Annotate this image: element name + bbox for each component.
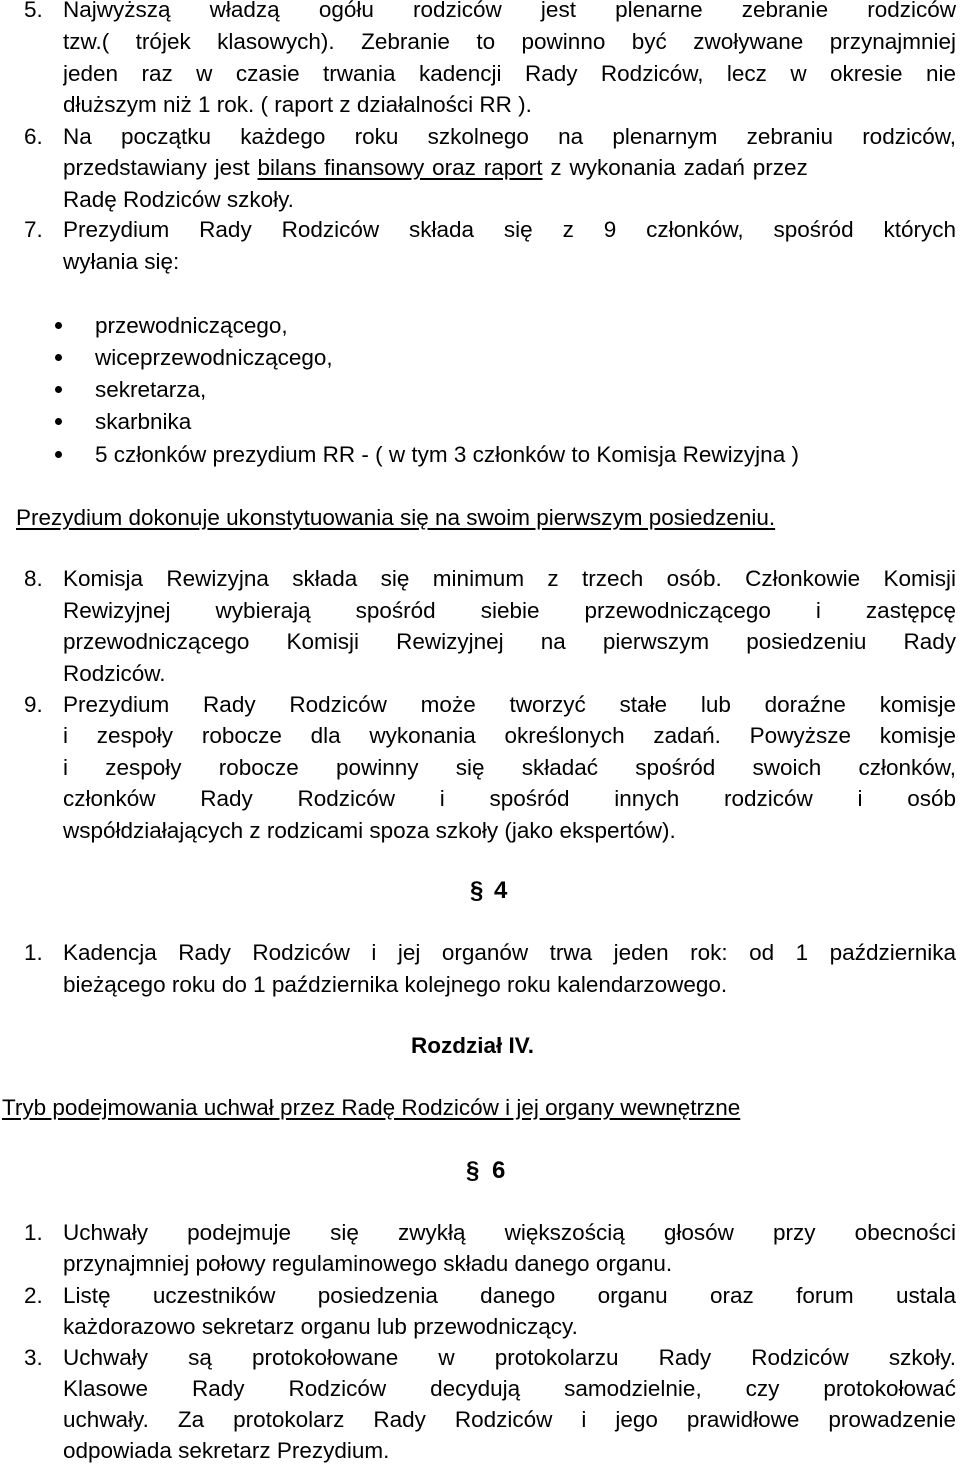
bullet-item: 5 członków prezydium RR - ( w tym 3 członków to Komisja Rewizyjna ) [95, 442, 799, 467]
paragraph-line: współdziałających z rodzicami spoza szkoły (jako ekspertów). [63, 818, 676, 843]
bullet-icon [55, 418, 62, 425]
section-heading-6 [466, 1155, 505, 1186]
paragraph-line: dłuższym niż 1 rok. ( raport z działalności RR ). [63, 92, 532, 117]
paragraph-line: Kadencja Rady Rodziców i jej organów trwa jeden rok: od 1 października [63, 940, 956, 965]
bullet-icon [55, 451, 62, 458]
paragraph-line: Rodziców. [63, 661, 166, 686]
item-number: 1. [24, 1220, 43, 1245]
paragraph-line [63, 152, 808, 183]
item-number: 7. [24, 217, 43, 242]
section-sign: § [470, 877, 484, 904]
section-heading-4 [470, 875, 507, 906]
text-segment: przedstawiany jest [63, 155, 258, 180]
paragraph-line: Komisja Rewizyjna składa się minimum z trzech osób. Członkowie Komisji [63, 566, 956, 591]
item-number: 2. [24, 1283, 43, 1308]
paragraph-line: Radę Rodziców szkoły. [63, 187, 294, 212]
item-number: 8. [24, 566, 43, 591]
bullet-item: przewodniczącego, [95, 313, 288, 338]
paragraph-line: członków Rady Rodziców i spośród innych rodziców i osób [63, 786, 956, 811]
paragraph-line: Uchwały są protokołowane w protokolarzu Rady Rodziców szkoły. [63, 1345, 956, 1370]
paragraph-line: Uchwały podejmuje się zwykłą większością głosów przy obecności [63, 1220, 956, 1245]
paragraph-line: Prezydium Rady Rodziców może tworzyć stałe lub doraźne komisje [63, 692, 956, 717]
paragraph-line: przewodniczącego Komisji Rewizyjnej na pierwszym posiedzeniu Rady [63, 629, 956, 654]
paragraph-line: i zespoły robocze powinny się składać spośród swoich członków, [63, 755, 956, 780]
bullet-icon [55, 354, 62, 361]
chapter-subtitle: Tryb podejmowania uchwał przez Radę Rodziców i jej organy wewnętrzne [2, 1095, 741, 1120]
item-number: 1. [24, 940, 43, 965]
item-number: 3. [24, 1345, 43, 1370]
paragraph-line: tzw.( trójek klasowych). Zebranie to powinno być zwoływane przynajmniej [63, 29, 956, 54]
paragraph-line: odpowiada sekretarz Prezydium. [63, 1438, 390, 1463]
paragraph-line: przynajmniej połowy regulaminowego składu danego organu. [63, 1251, 673, 1276]
paragraph-line: jeden raz w czasie trwania kadencji Rady Rodziców, lecz w okresie nie [63, 61, 956, 86]
paragraph-line: wyłania się: [63, 249, 180, 274]
paragraph-line: każdorazowo sekretarz organu lub przewodniczący. [63, 1314, 578, 1339]
item-number: 5. [24, 0, 43, 22]
section-number: 4 [494, 877, 508, 904]
paragraph-line: Klasowe Rady Rodziców decydują samodzielnie, czy protokołować [63, 1376, 956, 1401]
prezydium-note: Prezydium dokonuje ukonstytuowania się na swoim pierwszym posiedzeniu. [16, 505, 776, 530]
item-number: 9. [24, 692, 43, 717]
bullet-item: sekretarza, [95, 377, 207, 402]
bullet-icon [55, 322, 62, 329]
paragraph-line: Rewizyjnej wybierają spośród siebie przewodniczącego i zastępcę [63, 598, 956, 623]
bullet-item: skarbnika [95, 409, 192, 434]
paragraph-line: uchwały. Za protokolarz Rady Rodziców i jego prawidłowe prowadzenie [63, 1407, 956, 1432]
paragraph-line: Najwyższą władzą ogółu rodziców jest plenarne zebranie rodziców [63, 0, 956, 22]
item-number: 6. [24, 124, 43, 149]
bullet-icon [55, 386, 62, 393]
paragraph-line: Listę uczestników posiedzenia danego organu oraz forum ustala [63, 1283, 956, 1308]
paragraph-line: i zespoły robocze dla wykonania określonych zadań. Powyższe komisje [63, 723, 956, 748]
text-segment: z wykonania zadań przez [542, 155, 808, 180]
paragraph-line: Prezydium Rady Rodziców składa się z 9 członków, spośród których [63, 217, 956, 242]
paragraph-line: Na początku każdego roku szkolnego na plenarnym zebraniu rodziców, [63, 124, 956, 149]
section-sign: § [466, 1157, 480, 1184]
bullet-item: wiceprzewodniczącego, [95, 345, 333, 370]
chapter-title: Rozdział IV. [411, 1033, 534, 1058]
underlined-phrase: bilans finansowy oraz raport [257, 155, 543, 180]
section-number: 6 [492, 1157, 506, 1184]
paragraph-line: bieżącego roku do 1 października kolejnego roku kalendarzowego. [63, 972, 728, 997]
